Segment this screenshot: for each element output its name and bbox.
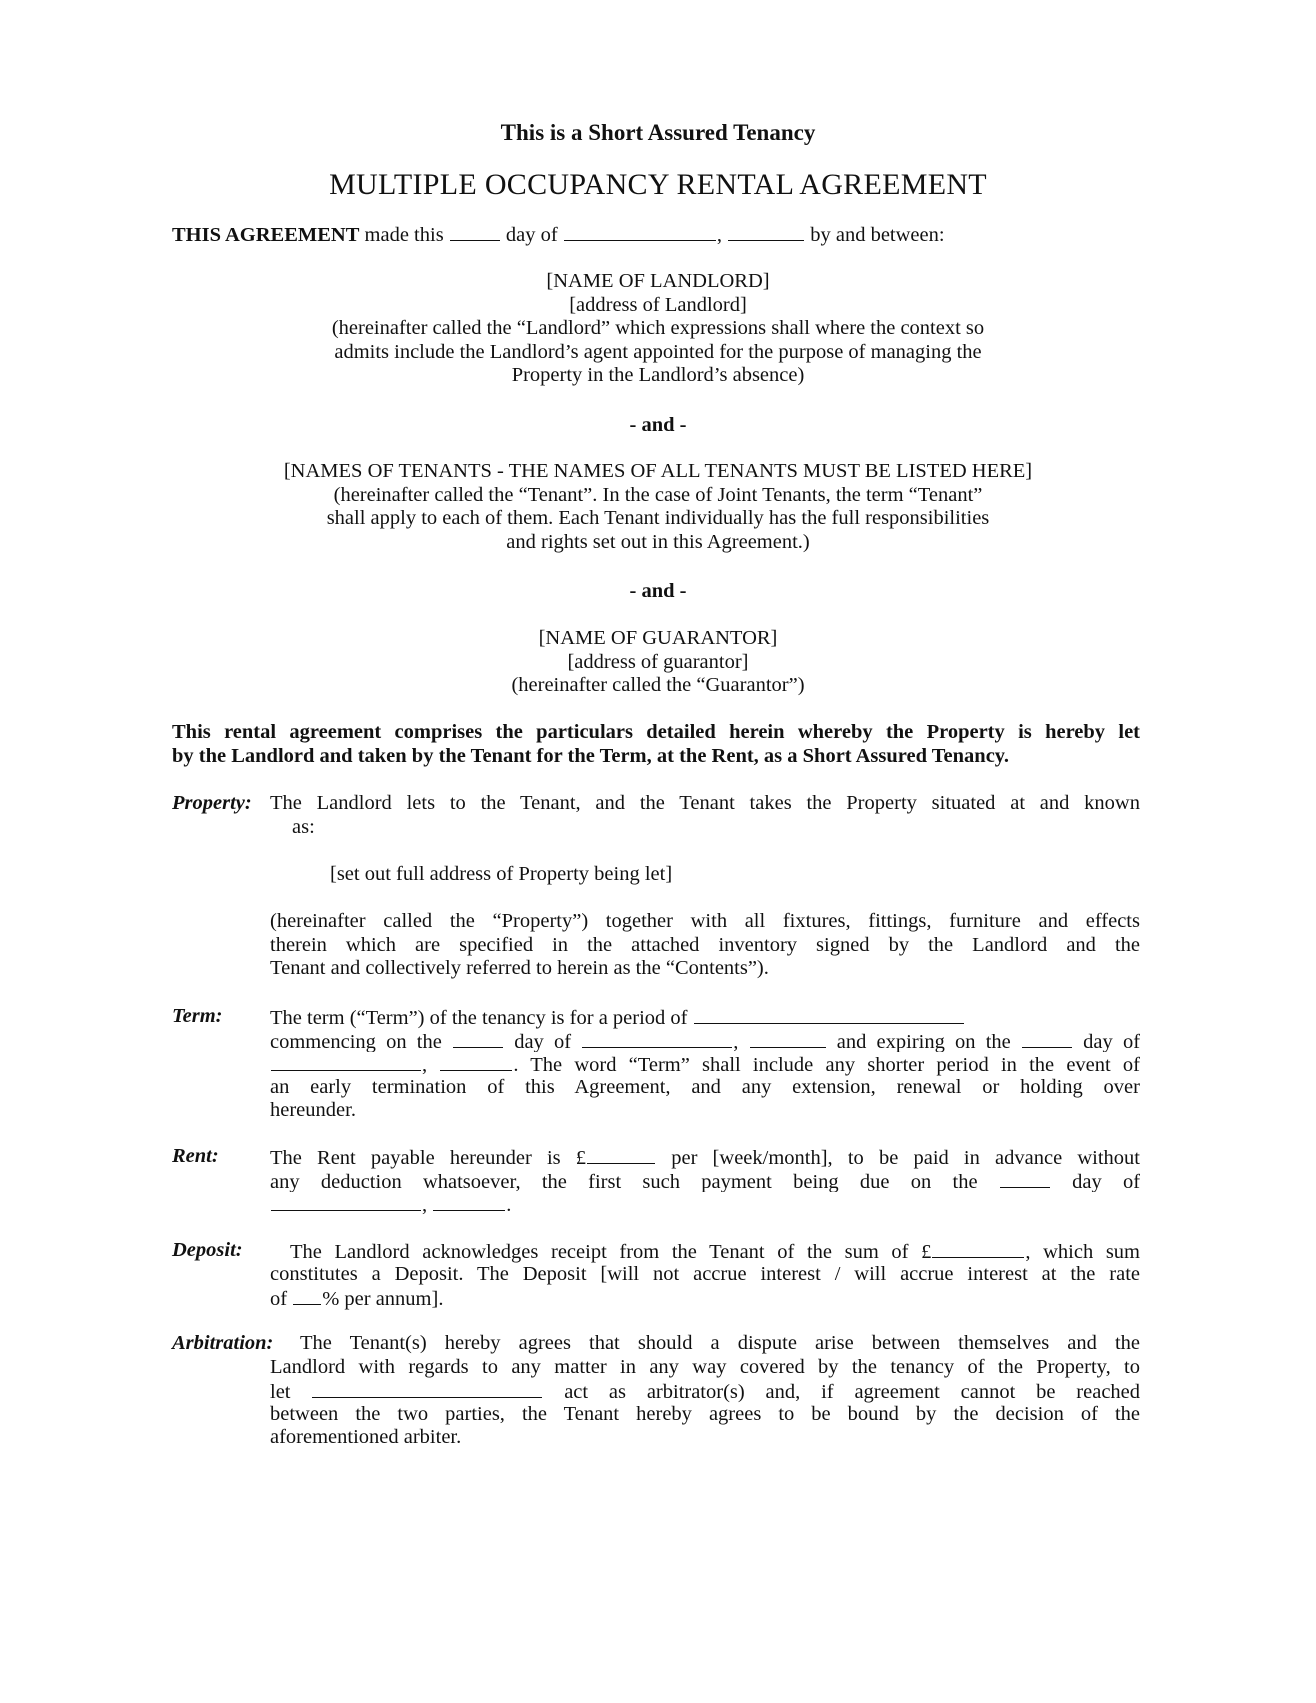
property-address-placeholder: [set out full address of Property being let] [330,863,673,885]
document-title: MULTIPLE OCCUPANCY RENTAL AGREEMENT [329,168,987,201]
guarantor-block: [NAME OF GUARANTOR] [address of guarantor] (hereinafter called the “Guarantor”) [0,627,1316,698]
day-blank[interactable] [450,222,500,241]
rent-label: Rent: [172,1145,219,1167]
document-page: This is a Short Assured Tenancy MULTIPLE OCCUPANCY RENTAL AGREEMENT THIS AGREEMENT made this day of , by and between: [NAME OF LANDLORD] [address of Landlord] (hereinafter called the “Landlord” which expressions shall where the context so admits include the Landlord’s agent appointed for the purpose of managing the Property in the Landlord’s absence) - and - [NAMES OF TENANTS - THE NAMES OF ALL TENANTS MUST BE LISTED HERE] (hereinafter called the “Tenant”. In the case of Joint Tenants, the term “Tenant” shall apply to each of them. Each Tenant individually has the full responsibilities and rights set out in this Agreement.) - and - [NAME OF GUARANTOR] [address of guarantor] (hereinafter called the “Guarantor”) This rental agreement comprises the particulars detailed herein whereby the Property is hereby let by the Landlord and taken by the Tenant for the Term, at the Rent, as a Short Assured Tenancy. Property: The Landlord lets to the Tenant, and the Tenant takes the Property situated at and known as: [set out full address of Property being let] (hereinafter called the “Property”) together with all fixtures, fittings, furniture and effects therein which are specified in the attached inventory signed by the Landlord and the Tenant and collectively referred to herein as the “Contents”). Term: The term (“Term”) of the tenancy is for a period of commencing on the day of , and expiring on the day of , . The word “Term” shall include any shorter period in the event of an early termination of this Agreement, and any extension, renewal or holding over hereunder. Rent: The Rent payable hereunder is £ per [week/month], to be paid in advance without any deduction whatsoever, the first such payment being due on the day of , . Deposit: The Landlord acknowledges receipt from the Tenant of the sum of £ , which sum constitutes a Deposit. The Deposit [will not accrue interest / will accrue interest at the rate of % per annum]. Arbitration: The Tenant(s) hereby agrees that should a dispute arise between themselves and the Landlord with regards to any matter in any way covered by the tenancy of the Property, to let act as arbitrator(s) and, if agreement cannot be reached between the two parties, the Tenant hereby agrees to be bound by the decision of the aforementioned arbiter. [0,0,1316,1703]
term-clause: The term (“Term”) of the tenancy is for a period of commencing on the day of , and expiring on the day of , . The word “Term” shall include any shorter period in the event of an early termination of this Agreement, and any extension, renewal or holding over hereunder. [270,1007,1140,1121]
month-blank[interactable] [564,222,716,241]
interest-rate-blank[interactable] [293,1286,321,1305]
deposit-label: Deposit: [172,1239,243,1261]
property-clause: The Landlord lets to the Tenant, and the Tenant takes the Property situated at and known [270,792,1140,814]
term-period-blank[interactable] [694,1005,964,1024]
first-payment-day-blank[interactable] [1000,1169,1050,1188]
first-payment-month-blank[interactable] [271,1192,421,1211]
arbitrator-blank[interactable] [312,1379,542,1398]
arbitration-label: Arbitration: [172,1332,274,1354]
tenants-block: [NAMES OF TENANTS - THE NAMES OF ALL TENANTS MUST BE LISTED HERE] (hereinafter called the “Tenant”. In the case of Joint Tenants, the term “Tenant” shall apply to each of them. Each Tenant individually has the full responsibilities and rights set out in this Agreement.) [0,460,1316,554]
year-blank[interactable] [728,222,804,241]
arbitration-clause: The Tenant(s) hereby agrees that should a dispute arise between themselves and the [300,1332,1140,1354]
commence-year-blank[interactable] [750,1029,826,1048]
commence-month-blank[interactable] [582,1029,732,1048]
rent-amount-blank[interactable] [587,1145,655,1164]
and-separator-2: - and - [629,580,687,602]
tenants-name: [NAMES OF TENANTS - THE NAMES OF ALL TENANTS MUST BE LISTED HERE] [283,460,1033,482]
commence-day-blank[interactable] [453,1029,503,1048]
intro-lead: THIS AGREEMENT [172,224,360,246]
landlord-address: [address of Landlord] [569,293,747,316]
first-payment-year-blank[interactable] [433,1192,505,1211]
guarantor-name: [NAME OF GUARANTOR] [538,627,778,649]
property-description: (hereinafter called the “Property”) together with all fixtures, fittings, furniture and effects therein which are specified in the attached inventory signed by the Landlord and the Tenant and collectively referred to herein as the “Contents”). [270,910,1140,979]
guarantor-address: [address of guarantor] [567,650,749,673]
and-separator-1: - and - [629,414,687,436]
intro-line: THIS AGREEMENT made this day of , by and between: [172,224,945,246]
expire-day-blank[interactable] [1022,1029,1072,1048]
property-label: Property: [172,792,252,814]
document-subtitle: This is a Short Assured Tenancy [500,120,816,145]
rent-clause: The Rent payable hereunder is £ per [week/month], to be paid in advance without any deduction whatsoever, the first such payment being due on the day of , . [270,1147,1140,1216]
expire-year-blank[interactable] [440,1052,512,1071]
expire-month-blank[interactable] [271,1052,421,1071]
deposit-amount-blank[interactable] [932,1239,1024,1258]
landlord-block: [NAME OF LANDLORD] [address of Landlord] (hereinafter called the “Landlord” which expressions shall where the context so admits include the Landlord’s agent appointed for the purpose of managing the Property in the Landlord’s absence) [0,270,1316,388]
comprises-paragraph: This rental agreement comprises the particulars detailed herein whereby the Property is hereby let by the Landlord and taken by the Tenant for the Term, at the Rent, as a Short Assured Tenancy. [172,721,1140,767]
term-label: Term: [172,1005,223,1027]
landlord-name: [NAME OF LANDLORD] [546,270,770,292]
